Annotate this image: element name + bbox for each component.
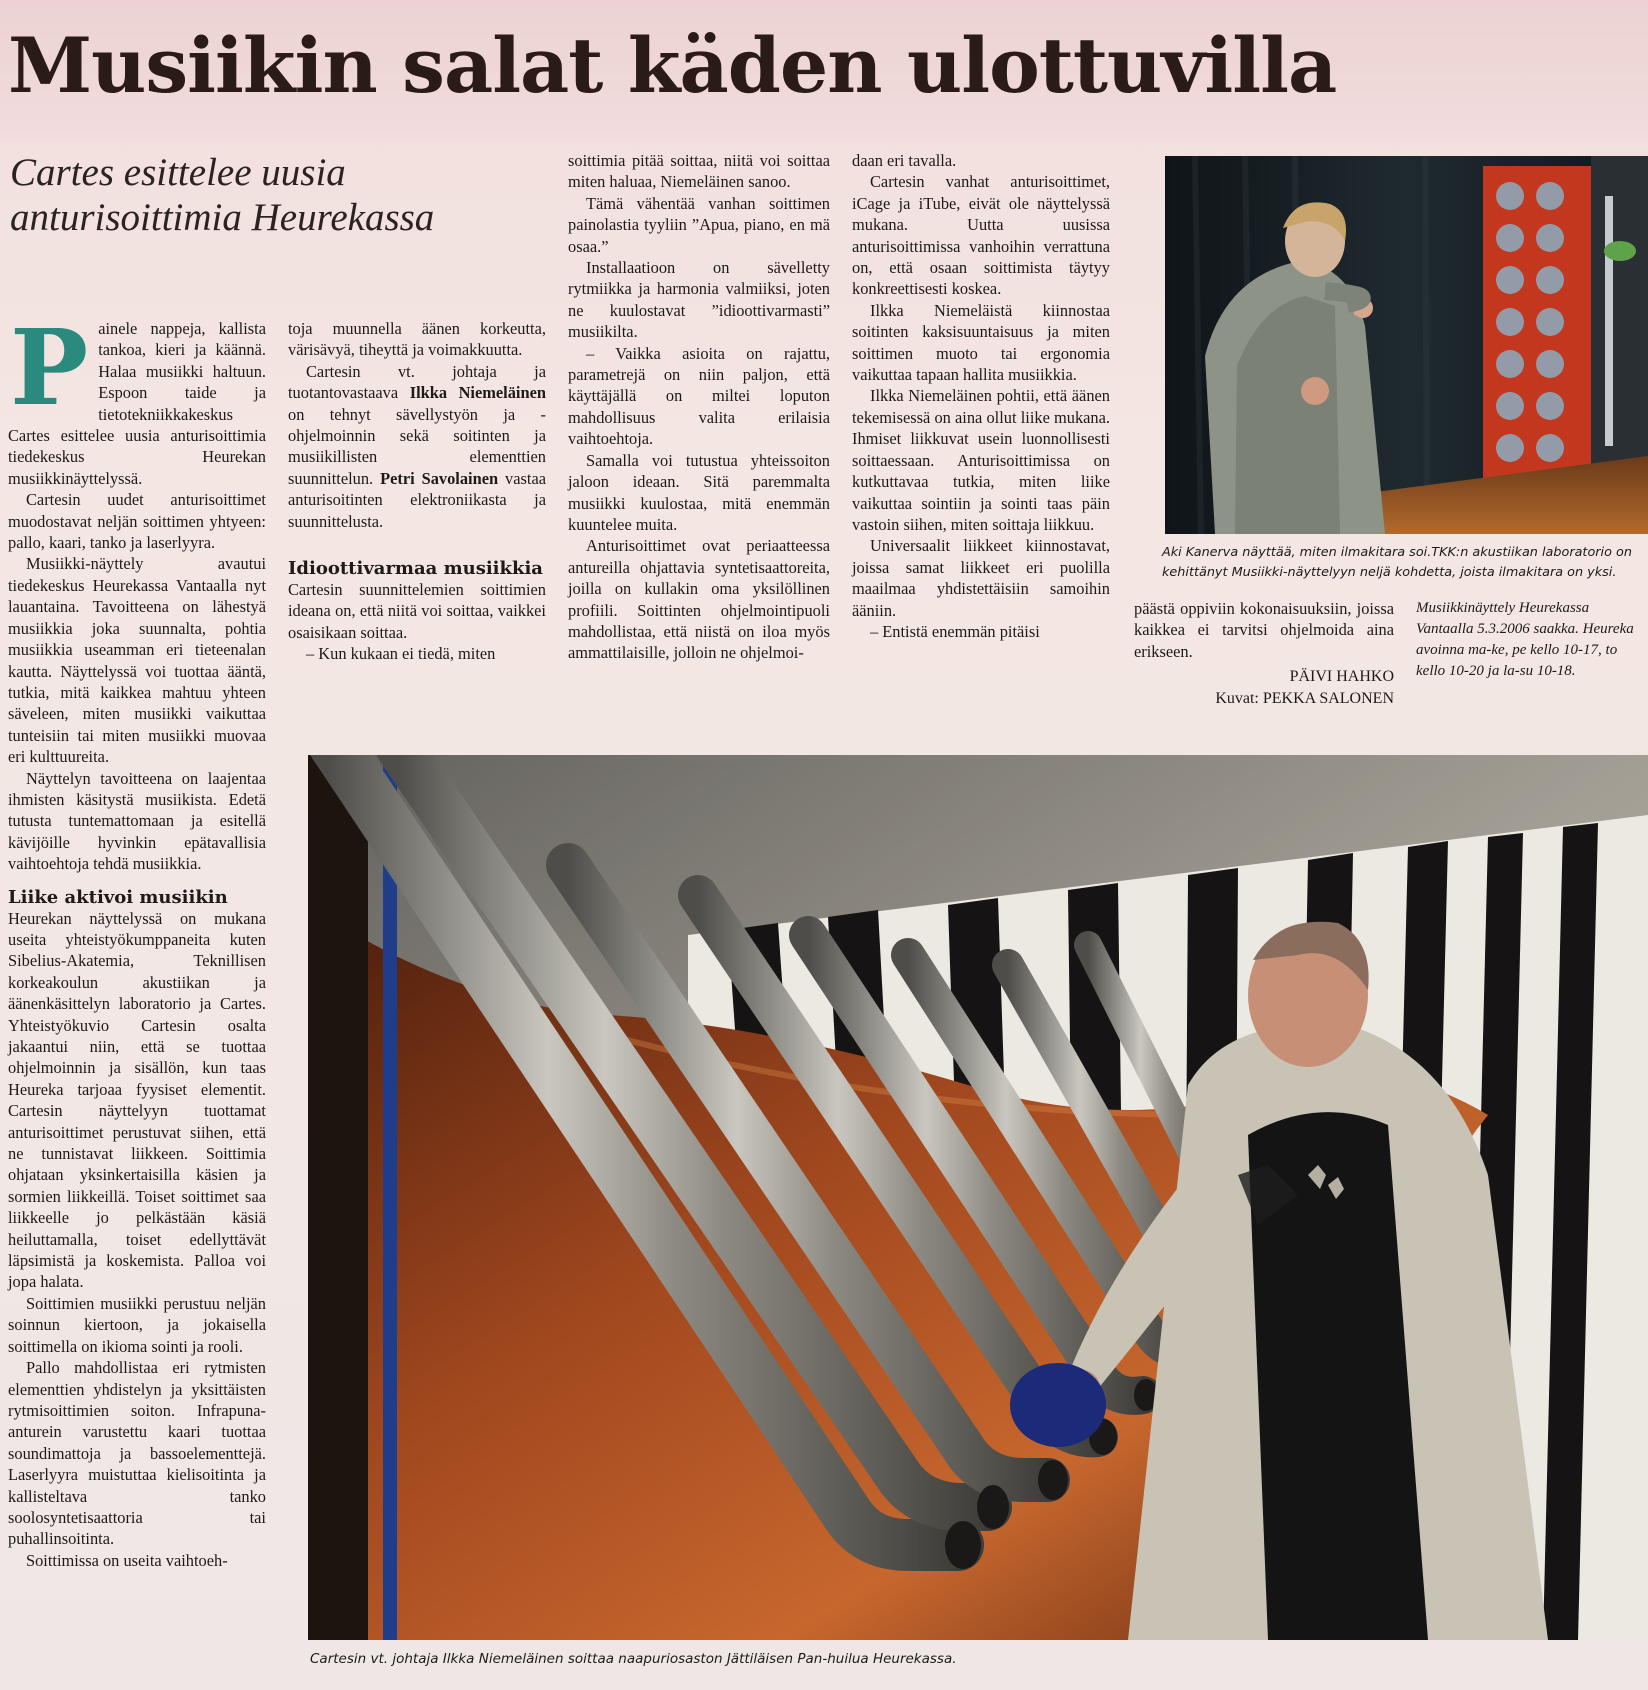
paragraph: Näyttelyn tavoitteena on laajentaa ihmisten käsitystä musiikista. Edetä tutusta tuntemattomaan ja esitellä kävijöille hyvinkin epätavallisia vaihtoehtoja tehdä musiikkia. [8, 768, 266, 874]
photo-air-guitar-illustration [1165, 156, 1648, 534]
paragraph: Ilkka Niemeläistä kiinnostaa soitinten kaksisuuntaisuus ja miten soittimen muoto tai ergonomia vaikuttaa tapaan hallita musiikkia. [852, 300, 1110, 385]
paragraph: Pallo mahdollistaa eri rytmisten elementtien yhdistelyn ja yksittäisten rytmisoittimien soiton. Infrapuna-anturein varustettu kaari tuottaa soundimattoja ja bassoelementtejä. Laserlyyra muistuttaa kielisoitinta ja kallisteltava tanko soolosyntetisaattoria tai puhallinsoitinta. [8, 1358, 266, 1549]
section-heading-idioottivarmaa: Idioottivarmaa musiikkia [288, 558, 543, 580]
exhibition-info-box [1416, 598, 1648, 682]
paragraph: Installaatioon on sävelletty rytmiikka ja harmonia valmiiksi, joten ne kuulostavat ”idioottivarmasti” musiikilta. [568, 258, 830, 342]
photo-caption-pan-flute: Cartesin vt. johtaja Ilkka Niemeläinen soittaa naapuriosaston Jättiläisen Pan-huilua Heurekassa. [310, 1651, 957, 1667]
photo-air-guitar [1165, 156, 1648, 534]
article-column-3 [568, 150, 830, 664]
paragraph: – Vaikka asioita on rajattu, parametrejä on niin paljon, että käyttäjällä on miltei loputon mahdollisuus valita erilaisia vaihtoehtoja. [568, 343, 830, 449]
paragraph: Soittimissa on useita vaihtoeh- [26, 1550, 228, 1570]
section-heading-liike: Liike aktivoi musiikin [8, 886, 228, 908]
exhibition-info-text: Musiikkinäyttely Heurekassa Vantaalla 5.3.2006 saakka. Heureka avoinna ma-ke, pe kello 10-17, to kello 10-20 ja la-su 10-18. [1416, 600, 1634, 679]
paragraph: Musiikki-näyttely avautui tiedekeskus Heurekassa Vantaalla nyt lauantaina. Tavoitteena on lähestyä musiikkia joka suunnalta, pohtia musiikkia useamman eri tieteenalan kautta. Näyttelyssä voi tuottaa ääntä, tutkia, mitä kaikkea mahtuu yhteen säveleen, miten musiikki vaikuttaa tunteisiin tai miten musiikki muovaa eri kulttuureita. [8, 554, 266, 767]
person-name: Ilkka Niemeläinen [409, 383, 546, 403]
article-column-2 [288, 318, 546, 665]
article-column-4 [852, 150, 1110, 642]
paragraph: päästä oppiviin kokonaisuuksiin, joissa kaikkea ei tarvitsi ohjelmoida aina erikseen. [1134, 599, 1394, 661]
lead-text: ainele nappeja, kallista tankoa, kieri ja käännä. Halaa musiikki haltuun. Espoon taide ja tietotekniikkakeskus Cartes esittelee uusia anturisoittimia tiedekeskus Heurekan musiikkinäyttelyssä. [8, 319, 266, 488]
text-run: on tehnyt sävellystyön ja -ohjelmoinnin sekä soitinten ja musiikillisten elementtien suunnittelun. [288, 404, 546, 488]
photo-credit: Kuvat: PEKKA SALONEN [1215, 689, 1394, 707]
text-run: Cartesin vt. johtaja ja tuotantovastaava [288, 361, 546, 403]
photo-caption-air-guitar: Aki Kanerva näyttää, miten ilmakitara soi.TKK:n akustiikan laboratorio on kehittänyt Musiikki-näyttelyyn neljä kohdetta, joista ilmakitara on yksi. [1162, 545, 1632, 580]
paragraph-credits [288, 361, 546, 532]
paragraph: toja muunnella äänen korkeutta, värisävyä, tiheyttä ja voimakkuutta. [288, 319, 546, 360]
paragraph: Cartesin uudet anturisoittimet muodostavat neljän soittimen yhtyeen: pallo, kaari, tanko ja laserlyyra. [8, 490, 266, 553]
article-column-1 [8, 306, 266, 1571]
paragraph: Soittimien musiikki perustuu neljän soinnun kiertoon, ja jokaisella soittimella on ikioma sointi ja rooli. [8, 1293, 266, 1356]
paragraph: Cartesin suunnittelemien soittimien ideana on, että niitä voi soittaa, vaikkei osaisikaan soittaa. [288, 580, 546, 642]
paragraph: Universaalit liikkeet kiinnostavat, joissa samat liikkeet eri puolilla maailmaa yhdistettäisiin samoihin ääniin. [852, 536, 1110, 620]
lead-paragraph [8, 306, 266, 489]
paragraph: daan eri tavalla. [852, 151, 957, 170]
author-signature: PÄIVI HAHKO [1289, 668, 1394, 686]
text-run: vastaa anturisoitinten elektroniikasta ja suunnittelusta. [288, 468, 546, 531]
paragraph: – Entistä enemmän pitäisi [870, 621, 1040, 641]
article-column-5 [1134, 598, 1394, 709]
paragraph: Ilkka Niemeläinen pohtii, että äänen tekemisessä on aina ollut liike mukana. Ihmiset liikkuvat usein luonnollisesti soittaessaan. Anturisoittimissa on kutkuttavaa tutkia, miten liike vaikuttaa sointiin ja sointi taas päin vastoin siihen, miten soittaja liikkuu. [852, 386, 1110, 534]
paragraph: Heurekan näyttelyssä on mukana useita yhteistyökumppaneita kuten Sibelius-Akatemia, Teknillisen korkeakoulun akustiikan ja äänenkäsittelyn laboratorio ja Cartes. Yhteistyökuvio Cartesin osalta jakaantui niin, että se tuottaa ohjelmoinnin ja sisällön, kun taas Heureka tarjoaa fyysiset elementit. Cartesin näyttelyyn tuottamat anturisoittimet perustuvat siihen, että ne tunnistavat liikkeen. Soittimia ohjataan yksinkertaisilla käsien ja sormien liikkeillä. Toiset soittimet saa liikkeelle jo pelkästään käsiä heiluttamalla, toiset edellyttävät läpsimistä ja koskemista. Palloa voi jopa halata. [8, 908, 266, 1292]
article-headline: Musiikin salat käden ulottuvilla [8, 21, 1337, 110]
paragraph: Tämä vähentää vanhan soittimen painolastia tyyliin ”Apua, piano, en mä osaa.” [568, 193, 830, 256]
paragraph: soittimia pitää soittaa, niitä voi soittaa miten haluaa, Niemeläinen sanoo. [568, 151, 830, 192]
paragraph: Samalla voi tutustua yhteissoiton jaloon ideaan. Sitä paremmalta musiikki kuulostaa, mitä enemmän kuuntelee muita. [568, 450, 830, 534]
person-name: Petri Savolainen [380, 468, 499, 488]
paragraph: Cartesin vanhat anturisoittimet, iCage ja iTube, eivät ole näyttelyssä mukana. Uutta uusissa anturisoittimissa vanhoihin verrattuna on, että osaan soittimista täytyy konkreettisesti koskea. [852, 172, 1110, 299]
drop-cap: P [10, 306, 89, 429]
photo-pan-flute-illustration [308, 755, 1648, 1640]
paragraph: – Kun kukaan ei tiedä, miten [306, 644, 496, 664]
article-subhead: Cartes esittelee uusia anturisoittimia Heurekassa [10, 151, 435, 240]
paragraph: Anturisoittimet ovat periaatteessa antureilla ohjattavia syntetisaattoreita, joilla on kullakin oma yksilöllinen profiili. Soittinten ohjelmointipuoli mahdollistaa, että niistä on iloa myös ammattilaisille, jolloin ne ohjelmoi- [568, 536, 830, 663]
photo-pan-flute [308, 755, 1648, 1640]
